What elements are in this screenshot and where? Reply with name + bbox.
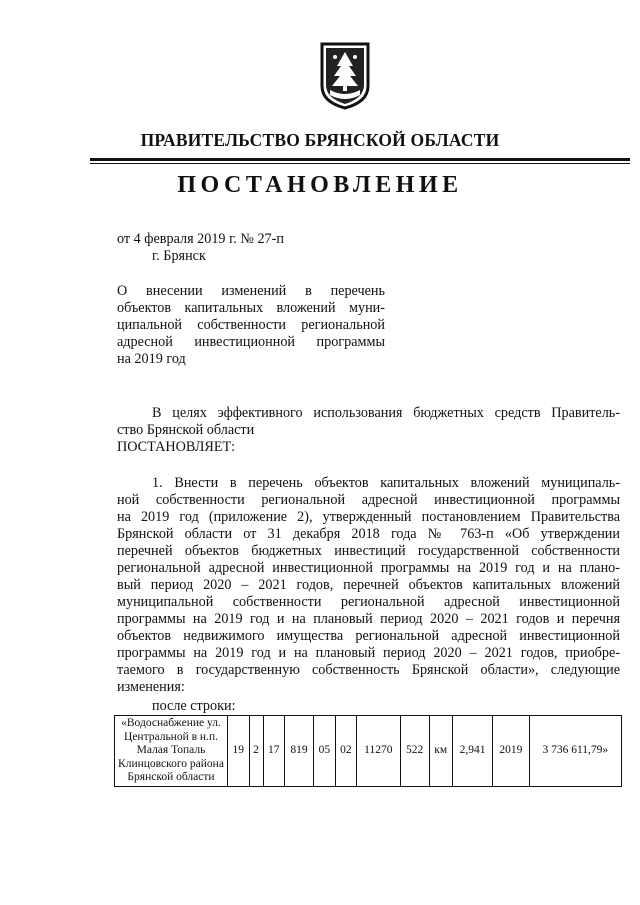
clause-line: изменения: [117,679,185,695]
table-cell: 2019 [493,716,530,787]
clause-line: муниципальной собственности региональной адресной инвестиционной [117,594,620,610]
preamble-line: В целях эффективного использования бюджетных средств Правитель- [152,405,620,421]
subject-line: на 2019 год [117,351,186,367]
clause-line: Брянской области от 31 декабря 2018 года № 763-п «Об утверждении [117,526,620,542]
clause-line: программы на 2019 год и на плановый период 2020 – 2021 годов и перечня [117,611,620,627]
clause-1 [117,475,620,696]
table-cell: 05 [314,716,336,787]
document-type-title: ПОСТАНОВЛЕНИЕ [177,172,463,198]
table-cell: 819 [285,716,314,787]
document-city: г. Брянск [152,248,206,264]
subject-line: ципальной собственности региональной [117,317,385,333]
table-cell: 11270 [357,716,400,787]
objects-table [114,715,622,787]
table-row [115,716,622,787]
table-cell: 02 [335,716,357,787]
clause-line: программы на 2019 год и на плановый период 2020 – 2021 годов, приобре- [117,645,620,661]
clause-line: 1. Внести в перечень объектов капитальных вложений муниципаль- [152,475,620,491]
table-cell: км [429,716,452,787]
document-date-number: от 4 февраля 2019 г. № 27-п [117,231,284,247]
header-rule-thick [90,158,630,161]
header-rule-thin [90,163,630,164]
table-cell: 17 [263,716,285,787]
clause-line: таемого в государственную собственность Брянской области», следующие [117,662,620,678]
clause-line: на 2019 год (приложение 2), утвержденный постановлением Правительства [117,509,620,525]
clause-line: региональной адресной инвестиционной программы на 2019 год и на плано- [117,560,620,576]
subject-line: О внесении изменений в перечень [117,283,385,299]
table-cell: 2 [249,716,263,787]
table-cell: 522 [400,716,429,787]
subject-line: объектов капитальных вложений муни- [117,300,385,316]
after-row-label: после строки: [152,698,236,714]
preamble-line: ство Брянской области [117,422,255,438]
table-cell-object-name: «Водоснабжение ул. Центральной в н.п. Малая Топаль Клинцовского района Брянской области [115,716,228,787]
coat-of-arms-emblem [318,40,372,110]
clause-line: вый период 2020 – 2021 годов, перечней объектов капитальных вложений [117,577,620,593]
government-name: ПРАВИТЕЛЬСТВО БРЯНСКОЙ ОБЛАСТИ [140,130,500,150]
subject-line: адресной инвестиционной программы [117,334,385,350]
decree-word: ПОСТАНОВЛЯЕТ: [117,439,236,455]
table-cell: 2,941 [452,716,492,787]
table-cell: 3 736 611,79» [529,716,621,787]
clause-line: объектов недвижимого имущества региональной адресной инвестиционной [117,628,620,644]
table-cell: 19 [228,716,250,787]
clause-line: ной собственности региональной адресной инвестиционной программы [117,492,620,508]
clause-line: перечней объектов бюджетных инвестиций государственной собственности [117,543,620,559]
subject-block [117,283,385,368]
